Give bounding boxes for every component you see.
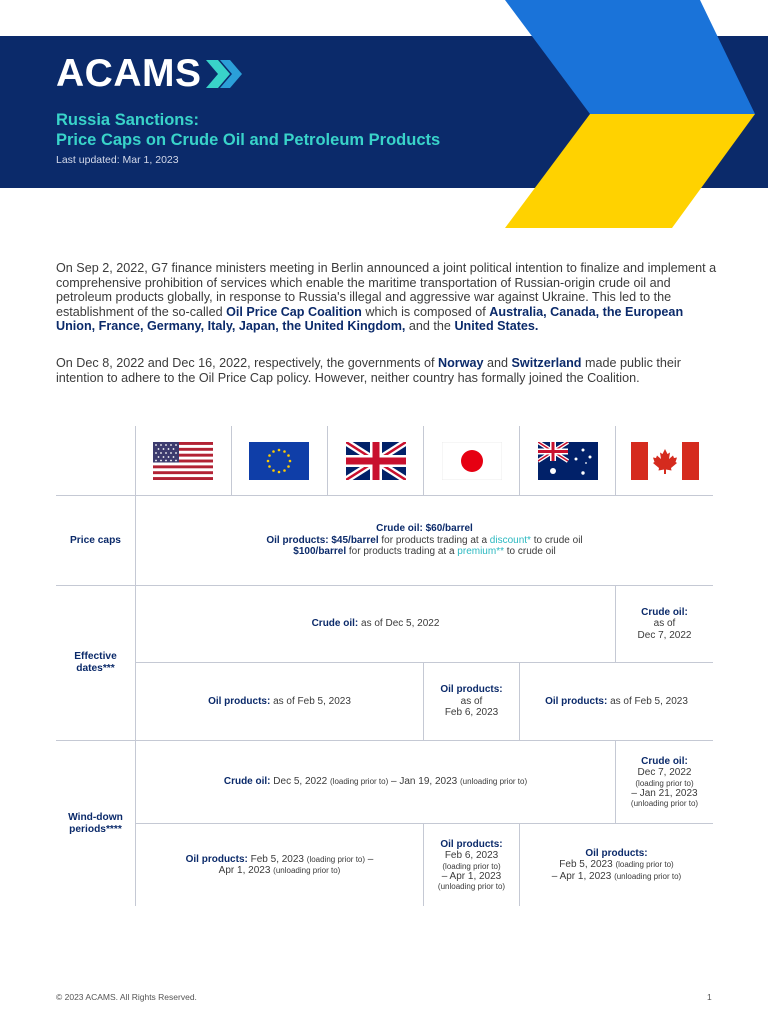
intro-paragraph-2 [56,356,718,385]
unloading-note: (unloading prior to) [437,882,506,892]
winddown-start: Dec 5, 2022 [270,776,330,788]
effective-crude-canada-date: Dec 7, 2022 [637,629,692,641]
effective-crude-canada [616,586,713,662]
products-discount-end: to crude oil [530,534,583,546]
effective-products-left [136,663,423,740]
loading-note: (loading prior to) [442,861,501,871]
winddown-start: Feb 6, 2023 [444,850,499,862]
winddown-products-right [520,824,713,906]
winddown-end: – Apr 1, 2023 [441,870,502,882]
paragraph-text: On Sep 2, 2022, G7 finance ministers meeting in Berlin announced a joint political intention to finalize and implement a comprehensive prohibition of services which enable the maritime transportation of Russian-origin crude oil and petroleum products globally, in response to Russia's illegal and aggressive war against Ukraine. This led to the establishment of the so-called [56,261,717,319]
crude-price-cap: Crude oil: $60/barrel [376,523,473,535]
paragraph-text: which is composed of [361,304,490,319]
unloading-note: (unloading prior to) [630,799,699,809]
price-cap-table [56,426,713,906]
winddown-products-left [136,824,423,906]
winddown-start: Dec 7, 2022 [637,767,692,779]
paragraph-text: and the [405,319,455,334]
winddown-end: – Jan 19, 2023 [388,776,460,788]
acams-logo [56,54,244,94]
row-label-price-caps: Price caps [70,534,121,546]
page-title-line-2: Price Caps on Crude Oil and Petroleum Products [56,131,441,149]
eu-flag-icon [249,442,309,480]
unloading-note: (unloading prior to) [273,866,341,875]
us-flag-icon [153,442,213,480]
effective-as-of: as of [460,695,483,707]
japan-flag-icon [442,442,502,480]
loading-note: (loading prior to) [615,860,674,870]
effective-products-date: as of Feb 5, 2023 [607,695,688,707]
logo-text: ACAMS [56,52,202,95]
row-label-effective-dates: Effective dates*** [74,651,117,674]
australia-flag-icon [538,442,598,480]
products-premium-cap: $100/barrel [293,546,347,558]
label-crude: Crude oil: [641,755,688,767]
unloading-note: (unloading prior to) [459,777,528,787]
winddown-dash: – [365,853,374,865]
label-oil-products: Oil products: [208,695,271,707]
label-oil-products: Oil products: [545,695,608,707]
label-oil-products: Oil products: [585,847,648,859]
loading-note: (loading prior to) [635,778,694,788]
effective-products-right [520,663,713,740]
label-oil-products: Oil products: [185,853,248,865]
products-discount-text: for products trading at a [378,534,490,546]
winddown-products-japan [424,824,519,906]
effective-products-japan [424,663,519,740]
discount-footnote-term: discount* [489,534,531,546]
price-caps-cell [136,496,713,585]
label-oil-products: Oil products: [440,838,503,850]
effective-products-japan-date: Feb 6, 2023 [444,707,499,719]
products-discount-cap: Oil products: $45/barrel [266,534,379,546]
intro-paragraph-1 [56,261,718,334]
effective-crude-main [136,586,615,662]
row-label-wind-down-periods: Wind-down periods**** [68,811,123,835]
winddown-end: – Jan 21, 2023 [631,787,698,799]
label-oil-products: Oil products: [440,684,503,696]
paragraph-text: made public their intention to adhere to the Oil Price Cap policy. However, neither country has formally joined the Coalition. [56,356,681,385]
winddown-end: – Apr 1, 2023 [551,870,615,882]
paragraph-text: On Dec 8, 2022 and Dec 16, 2022, respectively, the governments of [56,356,438,370]
label-crude: Crude oil: [311,618,359,630]
products-premium-end: to crude oil [503,546,556,558]
loading-note: (loading prior to) [306,854,366,864]
label-crude: Crude oil: [641,606,688,618]
emphasized-text: Norway [438,356,484,370]
winddown-end: Apr 1, 2023 [218,865,274,876]
copyright: © 2023 ACAMS. All Rights Reserved. [56,992,197,1002]
winddown-crude-canada [616,741,713,823]
emphasized-text: Switzerland [511,356,582,370]
last-updated: Last updated: Mar 1, 2023 [56,154,179,166]
page-number: 1 [707,992,712,1002]
winddown-start: Feb 5, 2023 [247,853,307,865]
logo-chevron-icon [204,56,244,92]
winddown-crude-main [136,741,615,823]
emphasized-text: Australia, Canada, the European Union, France, Germany, Italy, Japan, the United Kingdom, [56,304,684,334]
canada-flag-icon [631,442,699,480]
unloading-note: (unloading prior to) [614,871,682,881]
effective-crude-date: as of Dec 5, 2022 [358,618,440,630]
emphasized-text: United States. [454,319,539,334]
loading-note: (loading prior to) [330,777,389,787]
premium-footnote-term: premium** [457,546,504,558]
uk-flag-icon [346,442,406,480]
winddown-start: Feb 5, 2023 [559,859,616,871]
label-crude: Crude oil: [223,776,271,788]
products-premium-text: for products trading at a [346,546,458,558]
effective-as-of: as of [653,618,676,630]
effective-products-date: as of Feb 5, 2023 [270,695,351,707]
emphasized-text: Oil Price Cap Coalition [226,304,362,319]
page-title-line-1: Russia Sanctions: [56,111,200,129]
paragraph-text: and [483,356,512,370]
